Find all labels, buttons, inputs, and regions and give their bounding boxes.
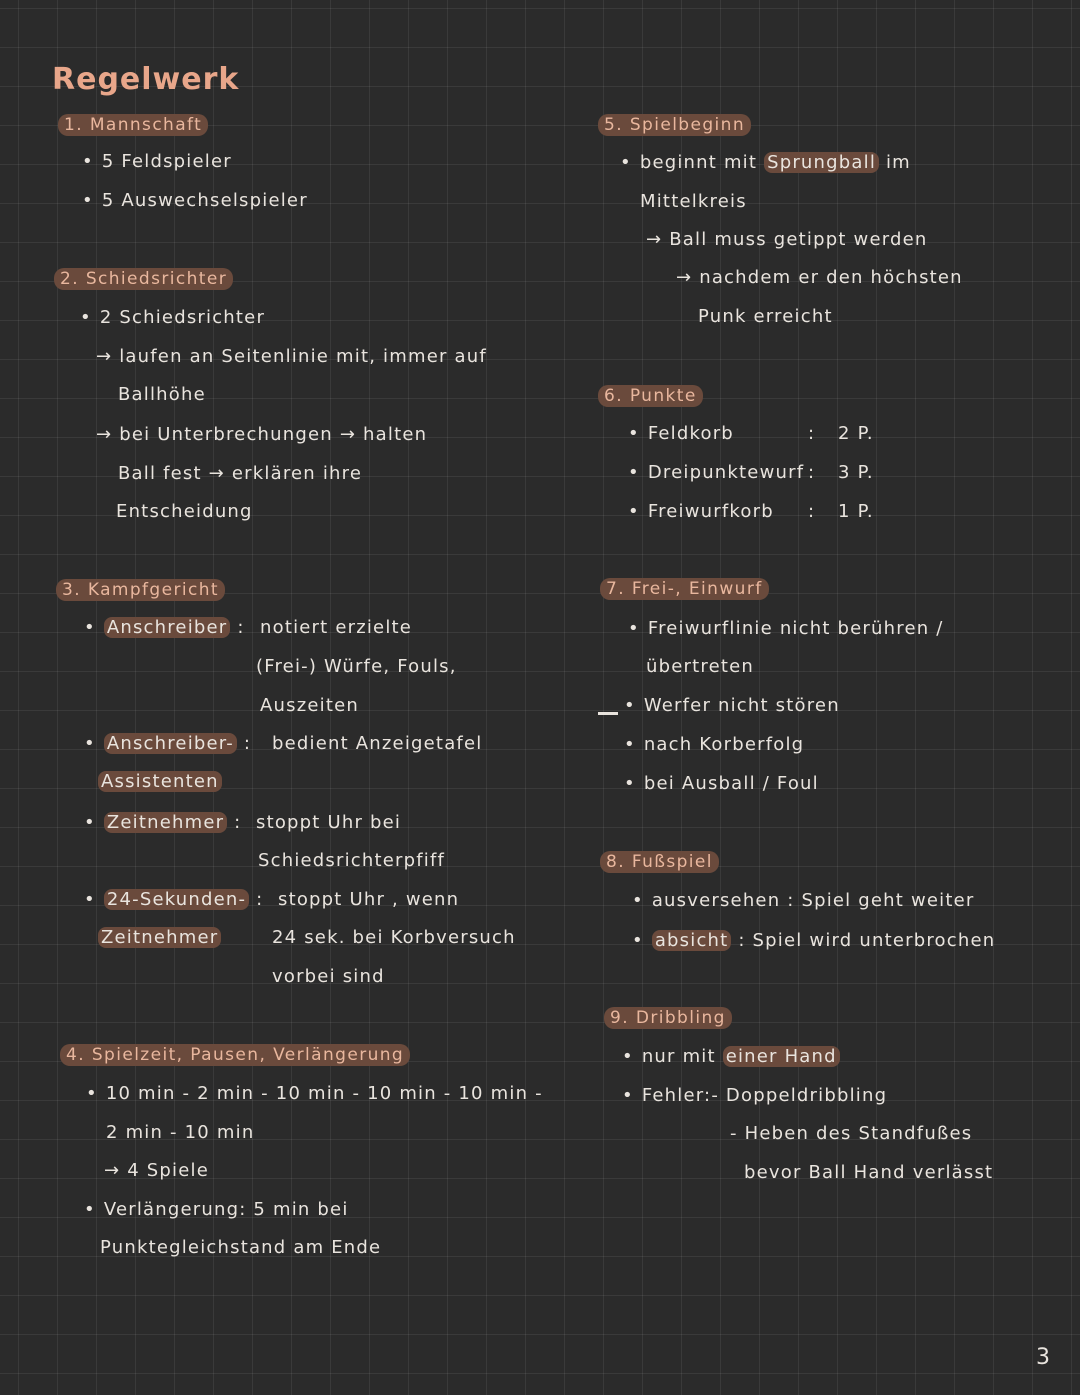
separator-colon: : [808, 462, 816, 483]
note-line: (Frei-) Würfe, Fouls, [256, 656, 457, 677]
note-line: → laufen an Seitenlinie mit, immer auf [96, 346, 487, 367]
note-line: → 4 Spiele [104, 1160, 209, 1181]
arrow-icon: → [201, 463, 232, 484]
note-line: Auszeiten [260, 695, 359, 716]
list-item: • ausversehen : Spiel geht weiter [632, 890, 975, 911]
note-line: Punk erreicht [698, 306, 833, 327]
note-line: notiert erzielte [260, 617, 413, 638]
dash-mark [598, 712, 618, 715]
list-item: • Werfer nicht stören [624, 695, 840, 716]
note-line: bedient Anzeigetafel [272, 733, 483, 754]
section-header-spielzeit: 4. Spielzeit, Pausen, Verlängerung [60, 1044, 410, 1066]
list-item: • 24-Sekunden- : [84, 889, 264, 910]
note-line: → bei Unterbrechungen → halten [96, 424, 428, 445]
note-line: Ballhöhe [118, 384, 206, 405]
list-item: • Zeitnehmer : [84, 812, 242, 833]
list-item: • beginnt mit Sprungball im [620, 152, 911, 173]
list-item: • nur mit einer Hand [622, 1045, 840, 1069]
list-item: • Freiwurfkorb [628, 501, 774, 522]
section-header-freiwurf: 7. Frei-, Einwurf [600, 578, 769, 600]
points-value: 3 P. [838, 462, 874, 483]
section-header-kampfgericht: 3. Kampfgericht [56, 579, 225, 601]
page-number: 3 [1036, 1345, 1050, 1370]
section-header-spielbeginn: 5. Spielbeginn [598, 114, 751, 136]
arrow-icon: → [676, 267, 700, 288]
arrow-icon: → [332, 424, 364, 445]
section-header-punkte: 6. Punkte [598, 385, 703, 407]
list-item: • bei Ausball / Foul [624, 773, 819, 794]
list-item: • Feldkorb [628, 423, 734, 444]
note-line: Mittelkreis [640, 191, 747, 212]
note-line: bevor Ball Hand verlässt [744, 1162, 994, 1183]
note-line: Schiedsrichterpfiff [258, 850, 446, 871]
list-item: • 5 Feldspieler [82, 151, 232, 172]
list-item: • Anschreiber- : [84, 733, 252, 754]
points-value: 1 P. [838, 501, 874, 522]
list-item: • Anschreiber : [84, 617, 245, 638]
note-line: 24 sek. bei Korbversuch [272, 927, 516, 948]
list-item: • 5 Auswechselspieler [82, 190, 308, 211]
arrow-icon: → [96, 424, 120, 445]
list-item: • absicht : Spiel wird unterbrochen [632, 930, 996, 951]
arrow-icon: → [96, 346, 120, 367]
separator-colon: : [808, 423, 816, 444]
note-line: stoppt Uhr , wenn [278, 889, 460, 910]
page-title: Regelwerk [52, 62, 240, 97]
note-line: Zeitnehmer [98, 926, 221, 950]
note-line: Ball fest → erklären ihre [118, 463, 363, 484]
section-header-schiedsrichter: 2. Schiedsrichter [54, 268, 233, 290]
note-line: vorbei sind [272, 966, 385, 987]
list-item: • Fehler:- Doppeldribbling [622, 1085, 888, 1106]
list-item: • Verlängerung: 5 min bei [84, 1199, 349, 1220]
section-header-dribbling: 9. Dribbling [604, 1007, 732, 1029]
arrow-icon: → [104, 1160, 128, 1181]
list-item: • 10 min - 2 min - 10 min - 10 min - 10 min - [86, 1083, 543, 1104]
note-line: → nachdem er den höchsten [676, 267, 963, 288]
points-value: 2 P. [838, 423, 874, 444]
list-item: • 2 Schiedsrichter [80, 307, 266, 328]
note-line: 2 min - 10 min [106, 1122, 255, 1143]
note-line: - Heben des Standfußes [730, 1123, 973, 1144]
list-item: • nach Korberfolg [624, 734, 805, 755]
arrow-icon: → [646, 229, 670, 250]
list-item: • Dreipunktewurf [628, 462, 805, 483]
section-header-fussspiel: 8. Fußspiel [600, 851, 719, 873]
section-header-mannschaft: 1. Mannschaft [58, 114, 208, 136]
note-line: Entscheidung [116, 501, 253, 522]
separator-colon: : [808, 501, 816, 522]
note-line: Assistenten [98, 770, 222, 794]
note-line: übertreten [646, 656, 754, 677]
note-line: → Ball muss getippt werden [646, 229, 928, 250]
note-line: stoppt Uhr bei [256, 812, 402, 833]
note-line: Punktegleichstand am Ende [100, 1237, 382, 1258]
list-item: • Freiwurflinie nicht berühren / [628, 618, 944, 639]
